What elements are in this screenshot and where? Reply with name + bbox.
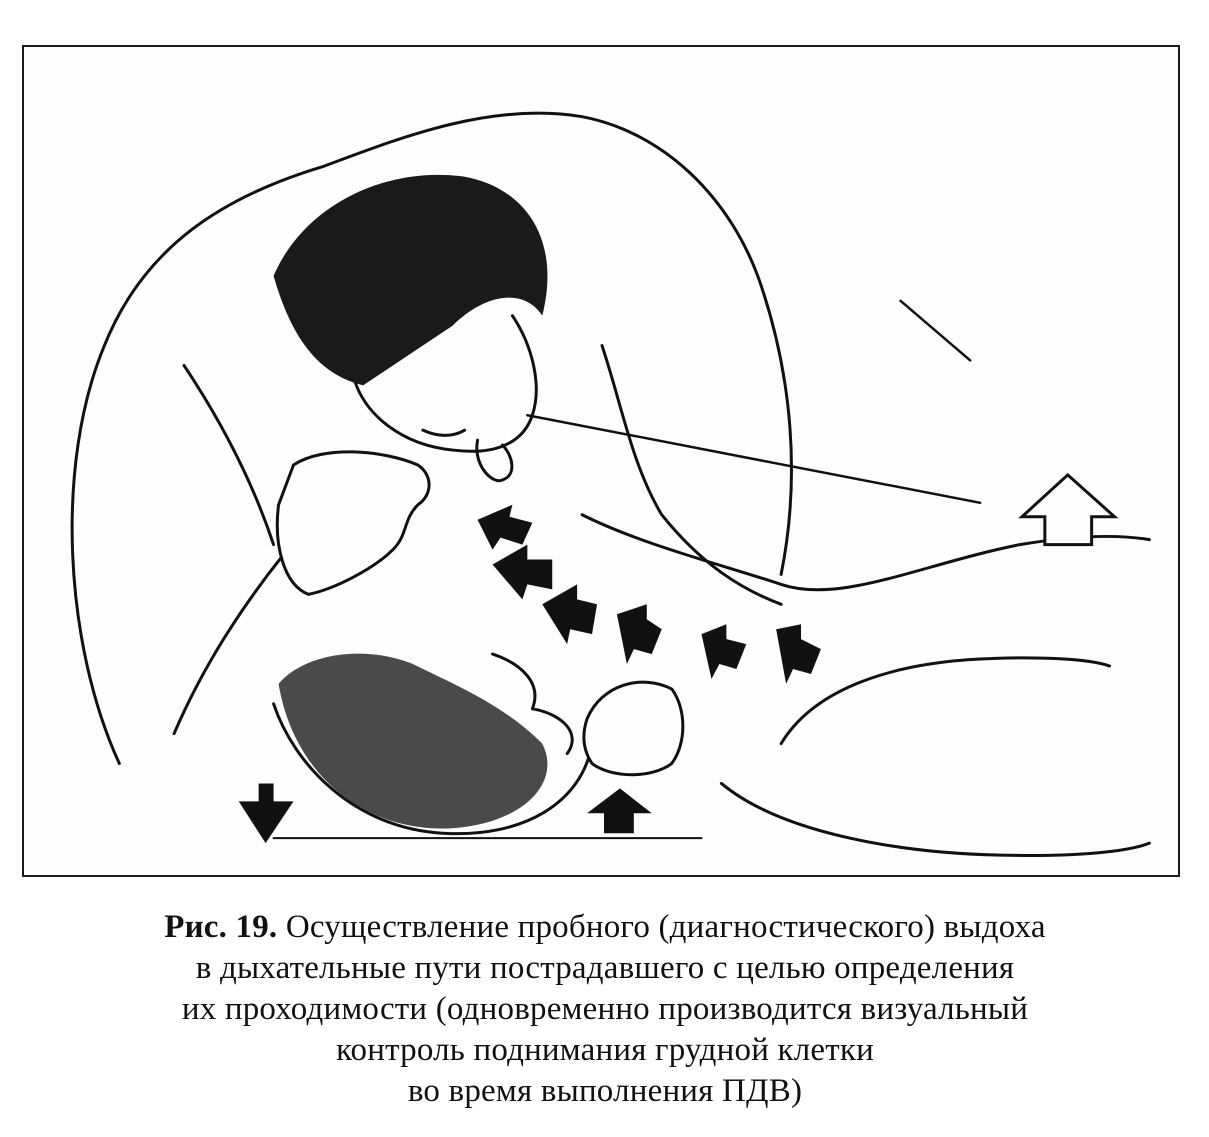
caption-line-1 xyxy=(40,907,1170,948)
rescuer-nose xyxy=(477,440,512,481)
sight-line-dash xyxy=(901,301,971,361)
sight-line xyxy=(527,415,980,503)
chest-rise-arrow-icon xyxy=(1022,475,1115,545)
airflow-arrow-5 xyxy=(702,624,747,679)
victim-hair xyxy=(279,654,548,829)
figure-label: Рис. 19. xyxy=(164,909,278,945)
airflow-arrow-4 xyxy=(617,604,662,664)
victim-hand xyxy=(584,682,683,775)
airflow-arrow-1 xyxy=(478,505,533,550)
caption-line-3: их проходимости (одновременно производится визуальный xyxy=(181,991,1029,1027)
rescuer-hand xyxy=(277,452,429,595)
up-arrow-icon xyxy=(587,788,652,833)
airflow-arrow-2 xyxy=(493,545,553,600)
victim-shoulder-line xyxy=(781,658,1109,744)
airflow-arrow-6 xyxy=(776,624,821,684)
figure-illustration xyxy=(22,45,1180,877)
caption-line-5: во время выполнения ПДВ) xyxy=(407,1073,803,1109)
airflow-arrows xyxy=(478,505,821,684)
rescuer-chest-line xyxy=(602,346,781,605)
down-arrow-icon xyxy=(239,783,294,843)
rescuer-side-line xyxy=(184,365,274,544)
rescuer-eye xyxy=(423,430,465,435)
caption-line-4: контроль поднимания грудной клетки xyxy=(336,1032,874,1068)
airflow-arrow-3 xyxy=(542,584,597,644)
figure-caption xyxy=(40,907,1170,1112)
rescue-breath-illustration-icon xyxy=(24,47,1178,875)
rescuer-hair xyxy=(274,175,548,386)
caption-line-2: в дыхательные пути пострадавшего с целью определения xyxy=(195,950,1015,986)
caption-line-1-text: Осуществление пробного (диагностического) выдоха xyxy=(277,909,1046,945)
victim-body-lower xyxy=(721,783,1149,855)
